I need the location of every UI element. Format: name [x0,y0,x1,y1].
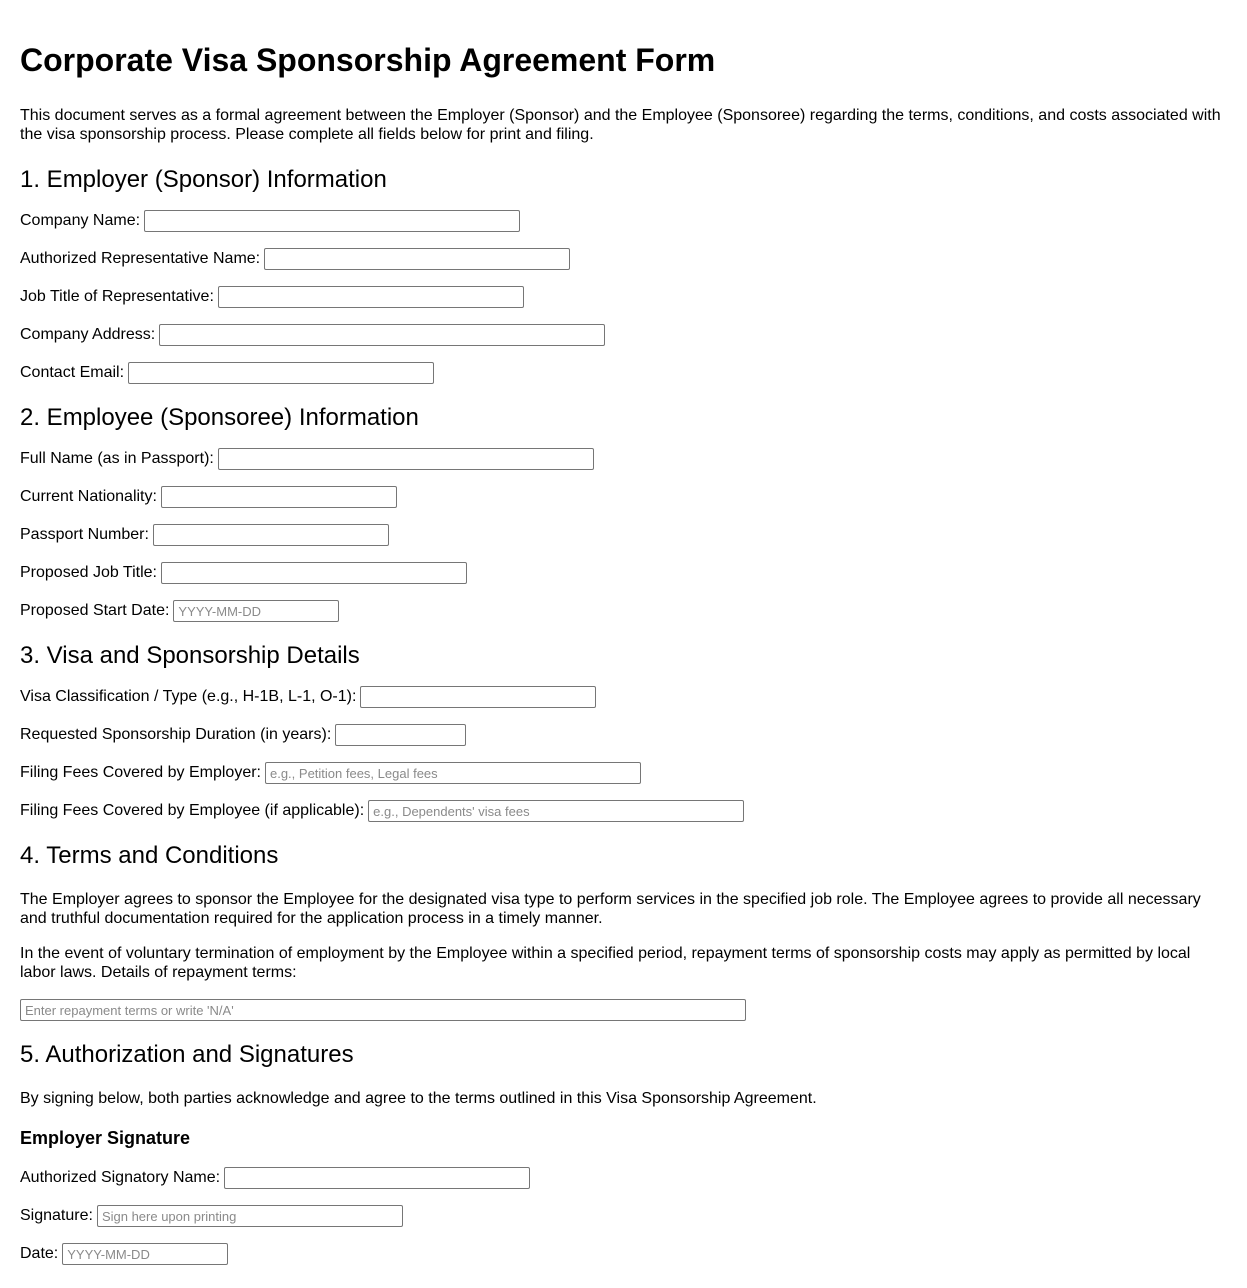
field-contact-email [20,362,1227,384]
field-nationality [20,486,1227,508]
repayment-terms-input[interactable] [20,999,746,1021]
passport-input[interactable] [153,524,389,546]
field-visa-type [20,686,1227,708]
employer-signature-heading: Employer Signature [20,1128,191,1148]
rep-name-label: Authorized Representative Name: [20,250,261,267]
rep-title-input[interactable] [218,286,524,308]
rep-title-label: Job Title of Representative: [20,288,214,305]
section-heading-employee: 2. Employee (Sponsoree) Information [20,404,419,431]
full-name-label: Full Name (as in Passport): [20,450,214,467]
field-full-name [20,448,1227,470]
company-address-label: Company Address: [20,326,156,343]
company-name-input[interactable] [144,210,520,232]
full-name-input[interactable] [218,448,594,470]
field-date [20,1243,1227,1265]
field-duration [20,724,1227,746]
fees-employer-input[interactable] [265,762,641,784]
field-start-date [20,600,1227,622]
duration-input[interactable] [335,724,466,746]
nationality-input[interactable] [161,486,397,508]
section-heading-signatures: 5. Authorization and Signatures [20,1041,354,1068]
start-date-label: Proposed Start Date: [20,602,170,619]
duration-label: Requested Sponsorship Duration (in years): [20,726,332,743]
job-title-label: Proposed Job Title: [20,564,157,581]
terms-paragraph-2: In the event of voluntary termination of employment by the Employee within a specified period, repayment terms of sponsorship costs may apply as permitted by local labor laws. Details of repayment terms: [20,945,1191,981]
company-name-label: Company Name: [20,212,141,229]
fees-employee-label: Filing Fees Covered by Employee (if applicable): [20,802,365,819]
intro-text: This document serves as a formal agreement between the Employer (Sponsor) and the Employee (Sponsoree) regarding the terms, conditions, and costs associated with the visa sponsorship process. Please complete all fields below for print and filing. [20,107,1221,143]
terms-paragraph-1: The Employer agrees to sponsor the Employee for the designated visa type to perform services in the specified job role. The Employee agrees to provide all necessary and truthful documentation required for the application process in a timely manner. [20,891,1201,927]
company-address-input[interactable] [159,324,605,346]
signature-label: Signature: [20,1207,93,1224]
section-heading-visa: 3. Visa and Sponsorship Details [20,642,360,669]
fees-employee-input[interactable] [368,800,744,822]
rep-name-input[interactable] [264,248,570,270]
signatures-intro: By signing below, both parties acknowledge and agree to the terms outlined in this Visa Sponsorship Agreement. [20,1090,817,1107]
date-label: Date: [20,1245,59,1262]
field-job-title [20,562,1227,584]
field-signature [20,1205,1227,1227]
field-fees-employer [20,762,1227,784]
field-rep-name [20,248,1227,270]
nationality-label: Current Nationality: [20,488,157,505]
signatory-name-input[interactable] [224,1167,530,1189]
contact-email-label: Contact Email: [20,364,125,381]
section-heading-employer: 1. Employer (Sponsor) Information [20,166,387,193]
job-title-input[interactable] [161,562,467,584]
start-date-input[interactable] [173,600,339,622]
field-signatory-name [20,1167,1227,1189]
visa-type-input[interactable] [360,686,596,708]
field-fees-employee [20,800,1227,822]
field-passport [20,524,1227,546]
contact-email-input[interactable] [128,362,434,384]
date-input[interactable] [62,1243,228,1265]
field-rep-title [20,286,1227,308]
page-title: Corporate Visa Sponsorship Agreement Form [20,42,716,78]
passport-label: Passport Number: [20,526,149,543]
field-company-name [20,210,1227,232]
field-company-address [20,324,1227,346]
section-heading-terms: 4. Terms and Conditions [20,842,279,869]
signatory-name-label: Authorized Signatory Name: [20,1169,221,1186]
visa-type-label: Visa Classification / Type (e.g., H-1B, L-1, O-1): [20,688,357,705]
signature-input[interactable] [97,1205,403,1227]
fees-employer-label: Filing Fees Covered by Employer: [20,764,261,781]
